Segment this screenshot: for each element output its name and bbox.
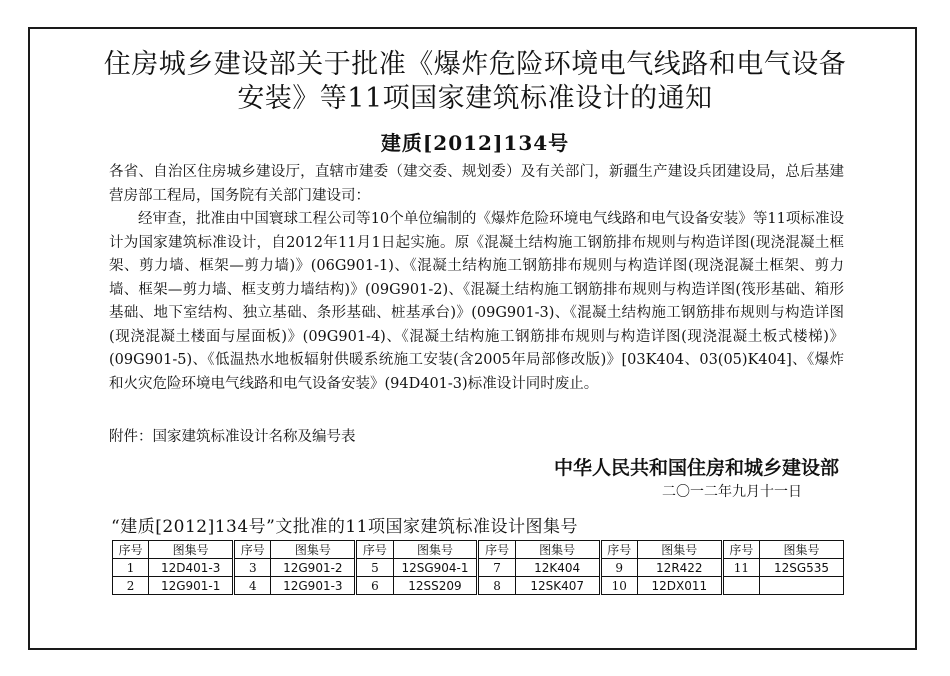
attachment-line: 附件：国家建筑标准设计名称及编号表 <box>109 429 356 445</box>
cell-code: 12R422 <box>637 559 722 577</box>
cell-code: 12DX011 <box>637 577 722 595</box>
cell-no: 3 <box>234 559 271 577</box>
cell-code: 12SK407 <box>515 577 600 595</box>
header-no: 序号 <box>600 541 637 559</box>
cell-code: 12G901-3 <box>271 577 356 595</box>
table-header-row <box>113 541 844 559</box>
header-no: 序号 <box>478 541 515 559</box>
cell-code: 12SG904-1 <box>393 559 478 577</box>
table-caption: “建质[2012]134号”文批准的11项国家建筑标准设计图集号 <box>111 517 578 537</box>
cell-code: 12D401-3 <box>149 559 234 577</box>
header-code: 图集号 <box>760 541 844 559</box>
header-no: 序号 <box>113 541 149 559</box>
header-no: 序号 <box>356 541 393 559</box>
header-code: 图集号 <box>637 541 722 559</box>
cell-no: 5 <box>356 559 393 577</box>
cell-code: 12G901-2 <box>271 559 356 577</box>
header-code: 图集号 <box>271 541 356 559</box>
header-no: 序号 <box>722 541 759 559</box>
cell-code <box>760 577 844 595</box>
issue-date: 二〇一二年九月十一日 <box>662 484 802 500</box>
issuing-authority: 中华人民共和国住房和城乡建设部 <box>553 457 839 479</box>
cell-no <box>722 577 759 595</box>
cell-no: 10 <box>600 577 637 595</box>
cell-no: 1 <box>113 559 149 577</box>
document-number: 建质[2012]134号 <box>380 131 570 155</box>
table-row <box>113 559 844 577</box>
cell-no: 7 <box>478 559 515 577</box>
notice-body: 经审查，批准由中国寰球工程公司等10个单位编制的《爆炸危险环境电气线路和电气设备安装》等11项标准设计为国家建筑标准设计，自2012年11月1日起实施。原《混凝土结构施工钢筋排布规则与构造详图(现浇混凝土框架、剪力墙、框架—剪力墙)》(06G901-1)、《混凝土结构施工钢筋排布规则与构造详图(现浇混凝土框架、剪力墙、框架—剪力墙、框支剪力墙结构)》(09G901-2)、《混凝土结构施工钢筋排布规则与构造详图(筏形基础、箱形基础、地下室结构、独立基础、条形基础、桩基承台)》(09G901-3)、《混凝土结构施工钢筋排布规则与构造详图(现浇混凝土楼面与屋面板)》(09G901-4)、《混凝土结构施工钢筋排布规则与构造详图(现浇混凝土板式楼梯)》(09G901-5)、《低温热水地板辐射供暖系统施工安装(含2005年局部修改版)》[03K404、03(05)K404]、《爆炸和火灾危险环境电气线路和电气设备安装》(94D401-3)标准设计同时废止。 <box>109 211 844 392</box>
cell-no: 6 <box>356 577 393 595</box>
cell-no: 4 <box>234 577 271 595</box>
addressees: 各省、自治区住房城乡建设厅，直辖市建委（建交委、规划委）及有关部门，新疆生产建设兵团建设局，总后基建营房部工程局，国务院有关部门建设司： <box>109 164 844 204</box>
atlas-number-table <box>112 540 844 595</box>
cell-code: 12SG535 <box>760 559 844 577</box>
header-no: 序号 <box>234 541 271 559</box>
header-code: 图集号 <box>515 541 600 559</box>
header-code: 图集号 <box>149 541 234 559</box>
cell-no: 9 <box>600 559 637 577</box>
cell-code: 12K404 <box>515 559 600 577</box>
table-row <box>113 577 844 595</box>
title-line-1: 住房城乡建设部关于批准《爆炸危险环境电气线路和电气设备 <box>103 49 847 80</box>
cell-no: 8 <box>478 577 515 595</box>
cell-code: 12SS209 <box>393 577 478 595</box>
header-code: 图集号 <box>393 541 478 559</box>
cell-code: 12G901-1 <box>149 577 234 595</box>
title-line-2: 安装》等11项国家建筑标准设计的通知 <box>237 83 713 114</box>
cell-no: 11 <box>722 559 759 577</box>
cell-no: 2 <box>113 577 149 595</box>
